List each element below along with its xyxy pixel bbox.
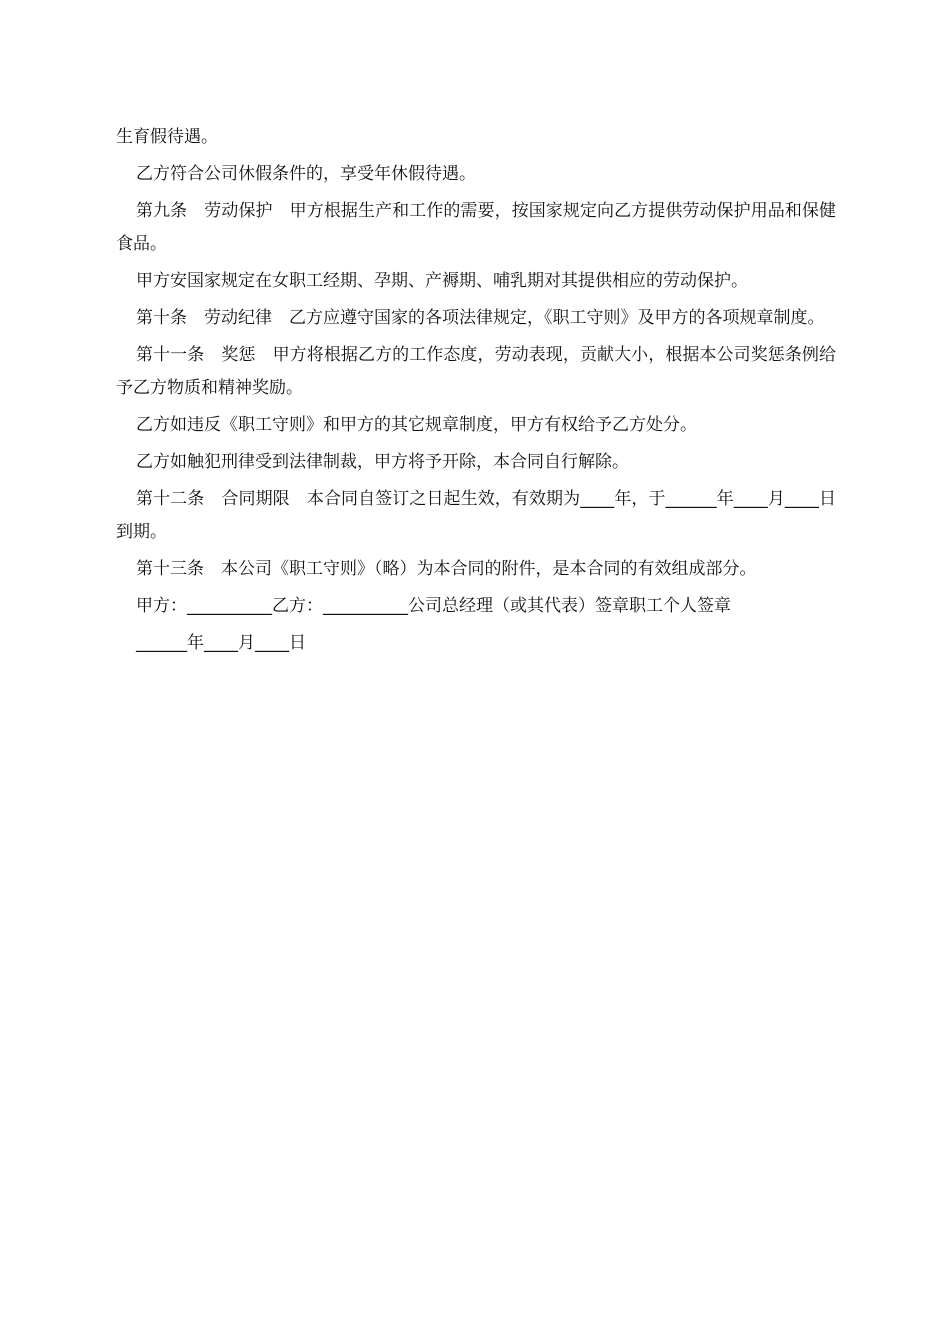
paragraph-violation-punishment: 乙方如违反《职工守则》和甲方的其它规章制度，甲方有权给予乙方处分。 [136,415,697,435]
paragraph-article-12-contract-term: 第十二条 合同期限 本合同自签订之日起生效，有效期为____年，于______年____月____日到期。 [116,489,836,542]
paragraph-article-13-appendix: 第十三条 本公司《职工守则》（略）为本合同的附件，是本合同的有效组成部分。 [136,559,757,579]
paragraph-annual-leave: 乙方符合公司休假条件的，享受年休假待遇。 [136,164,476,184]
paragraph-female-worker-protection: 甲方安国家规定在女职工经期、孕期、产褥期、哺乳期对其提供相应的劳动保护。 [136,271,748,291]
contract-body [116,121,836,664]
paragraph-article-10-labor-discipline: 第十条 劳动纪律 乙方应遵守国家的各项法律规定，《职工守则》及甲方的各项规章制度。 [136,308,825,328]
signature-line: 甲方：__________乙方：__________公司总经理（或其代表）签章职工个人签章 [136,596,731,616]
paragraph-article-11-rewards-penalties: 第十一条 奖惩 甲方将根据乙方的工作态度，劳动表现，贡献大小，根据本公司奖惩条例给予乙方物质和精神奖励。 [116,345,836,398]
paragraph-criminal-dismissal: 乙方如触犯刑律受到法律制裁，甲方将予开除，本合同自行解除。 [136,452,629,472]
date-line: ______年____月____日 [136,633,306,653]
paragraph-article-9-labor-protection: 第九条 劳动保护 甲方根据生产和工作的需要，按国家规定向乙方提供劳动保护用品和保健食品。 [116,201,836,254]
paragraph-maternity-leave: 生育假待遇。 [116,127,218,147]
